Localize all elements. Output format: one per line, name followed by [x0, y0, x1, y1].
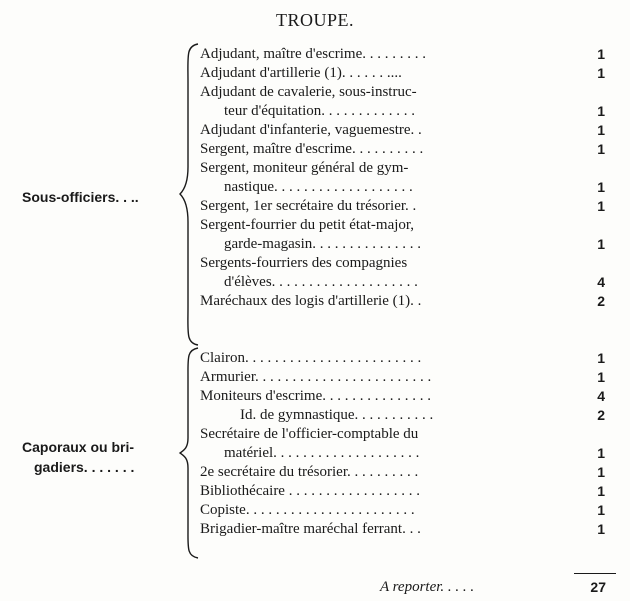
- entry-text: Secrétaire de l'officier-comptable du: [200, 426, 419, 442]
- entry-text: Sergent-fourrier du petit état-major,: [200, 217, 415, 233]
- entry-row: [200, 501, 605, 520]
- entry-text: Id. de gymnastique. . . . . . . . . . .: [240, 407, 434, 423]
- entry-row: [200, 197, 605, 216]
- entry-count: 1: [597, 198, 605, 214]
- entry-row: [200, 482, 605, 501]
- carry-forward-total: 27: [590, 579, 606, 595]
- entry-row: [200, 387, 605, 406]
- entry-text: Moniteurs d'escrime. . . . . . . . . . . . . . .: [200, 388, 432, 404]
- entry-count: 1: [597, 236, 605, 252]
- entry-row: [200, 292, 605, 311]
- brace-sous-officiers: [178, 42, 202, 347]
- entry-row: [200, 45, 605, 64]
- entry-row: [200, 425, 605, 444]
- carry-forward-row: [380, 577, 616, 597]
- entry-text-continued: teur d'équitation. . . . . . . . . . . . .: [224, 103, 416, 119]
- group-label-sous-officiers: Sous-officiers. . ..: [22, 189, 139, 205]
- entry-text: Sergent, 1er secrétaire du trésorier. .: [200, 198, 417, 214]
- entry-row: [200, 83, 605, 102]
- entry-text-continued: d'élèves. . . . . . . . . . . . . . . . . . . .: [224, 274, 418, 290]
- entry-row: [200, 349, 605, 368]
- entry-row: [200, 64, 605, 83]
- entry-row: [200, 463, 605, 482]
- entry-text: Sergent, maître d'escrime. . . . . . . . . .: [200, 141, 424, 157]
- entry-row: [200, 216, 605, 235]
- entry-count: 1: [597, 350, 605, 366]
- page-title: TROUPE.: [275, 10, 354, 30]
- entry-count: 1: [597, 521, 605, 537]
- total-rule: [574, 573, 616, 574]
- group-label-line: Caporaux ou bri-: [22, 439, 135, 455]
- entry-row: [200, 121, 605, 140]
- group-label-caporaux: [22, 437, 134, 477]
- entry-row: [200, 444, 605, 463]
- entry-text: Maréchaux des logis d'artillerie (1). .: [200, 293, 422, 309]
- brace-caporaux: [178, 346, 202, 560]
- entry-count: 1: [597, 141, 605, 157]
- entry-count: 1: [597, 103, 605, 119]
- entry-text: Bibliothécaire . . . . . . . . . . . . . . . . . .: [200, 483, 420, 499]
- entry-count: 1: [597, 369, 605, 385]
- entry-text: Sergent, moniteur général de gym-: [200, 160, 409, 176]
- entry-row: [200, 520, 605, 539]
- entry-count: 1: [597, 122, 605, 138]
- entry-text: Adjudant, maître d'escrime. . . . . . . . .: [200, 46, 426, 62]
- entry-count: 1: [597, 464, 605, 480]
- entry-count: 1: [597, 502, 605, 518]
- entry-row: [200, 273, 605, 292]
- entry-text-continued: garde-magasin. . . . . . . . . . . . . . .: [224, 236, 422, 252]
- entry-text-continued: nastique. . . . . . . . . . . . . . . . . . .: [224, 179, 413, 195]
- entry-text: Copiste. . . . . . . . . . . . . . . . . . . . . . .: [200, 502, 415, 518]
- entry-row: [200, 406, 605, 425]
- entry-text: Adjudant d'artillerie (1). . . . . . ....: [200, 65, 402, 81]
- entry-count: 1: [597, 483, 605, 499]
- entry-text: Sergents-fourriers des compagnies: [200, 255, 408, 271]
- entry-row: [200, 140, 605, 159]
- entry-row: [200, 235, 605, 254]
- entry-row: [200, 254, 605, 273]
- entry-count: 4: [597, 274, 605, 290]
- entry-row: [200, 102, 605, 121]
- entry-text: Adjudant de cavalerie, sous-instruc-: [200, 84, 417, 100]
- entries-sous-officiers: [200, 45, 605, 311]
- entry-count: 1: [597, 46, 605, 62]
- entry-row: [200, 178, 605, 197]
- entry-count: 4: [597, 388, 605, 404]
- entry-text: Adjudant d'infanterie, vaguemestre. .: [200, 122, 422, 138]
- entry-text: 2e secrétaire du trésorier. . . . . . . . . .: [200, 464, 419, 480]
- entry-count: 1: [597, 65, 605, 81]
- entries-caporaux: [200, 349, 605, 539]
- carry-forward-label: A reporter. . . . .: [380, 579, 475, 595]
- entry-row: [200, 368, 605, 387]
- group-label-line: gadiers. . . . . . .: [34, 459, 135, 475]
- entry-count: 2: [597, 293, 605, 309]
- entry-count: 2: [597, 407, 605, 423]
- entry-text-continued: matériel. . . . . . . . . . . . . . . . . . . .: [224, 445, 420, 461]
- entry-row: [200, 159, 605, 178]
- entry-text: Clairon. . . . . . . . . . . . . . . . . . . . . . . .: [200, 350, 422, 366]
- entry-text: Brigadier-maître maréchal ferrant. . .: [200, 521, 421, 537]
- entry-count: 1: [597, 179, 605, 195]
- entry-count: 1: [597, 445, 605, 461]
- entry-text: Armurier. . . . . . . . . . . . . . . . . . . . . . . .: [200, 369, 432, 385]
